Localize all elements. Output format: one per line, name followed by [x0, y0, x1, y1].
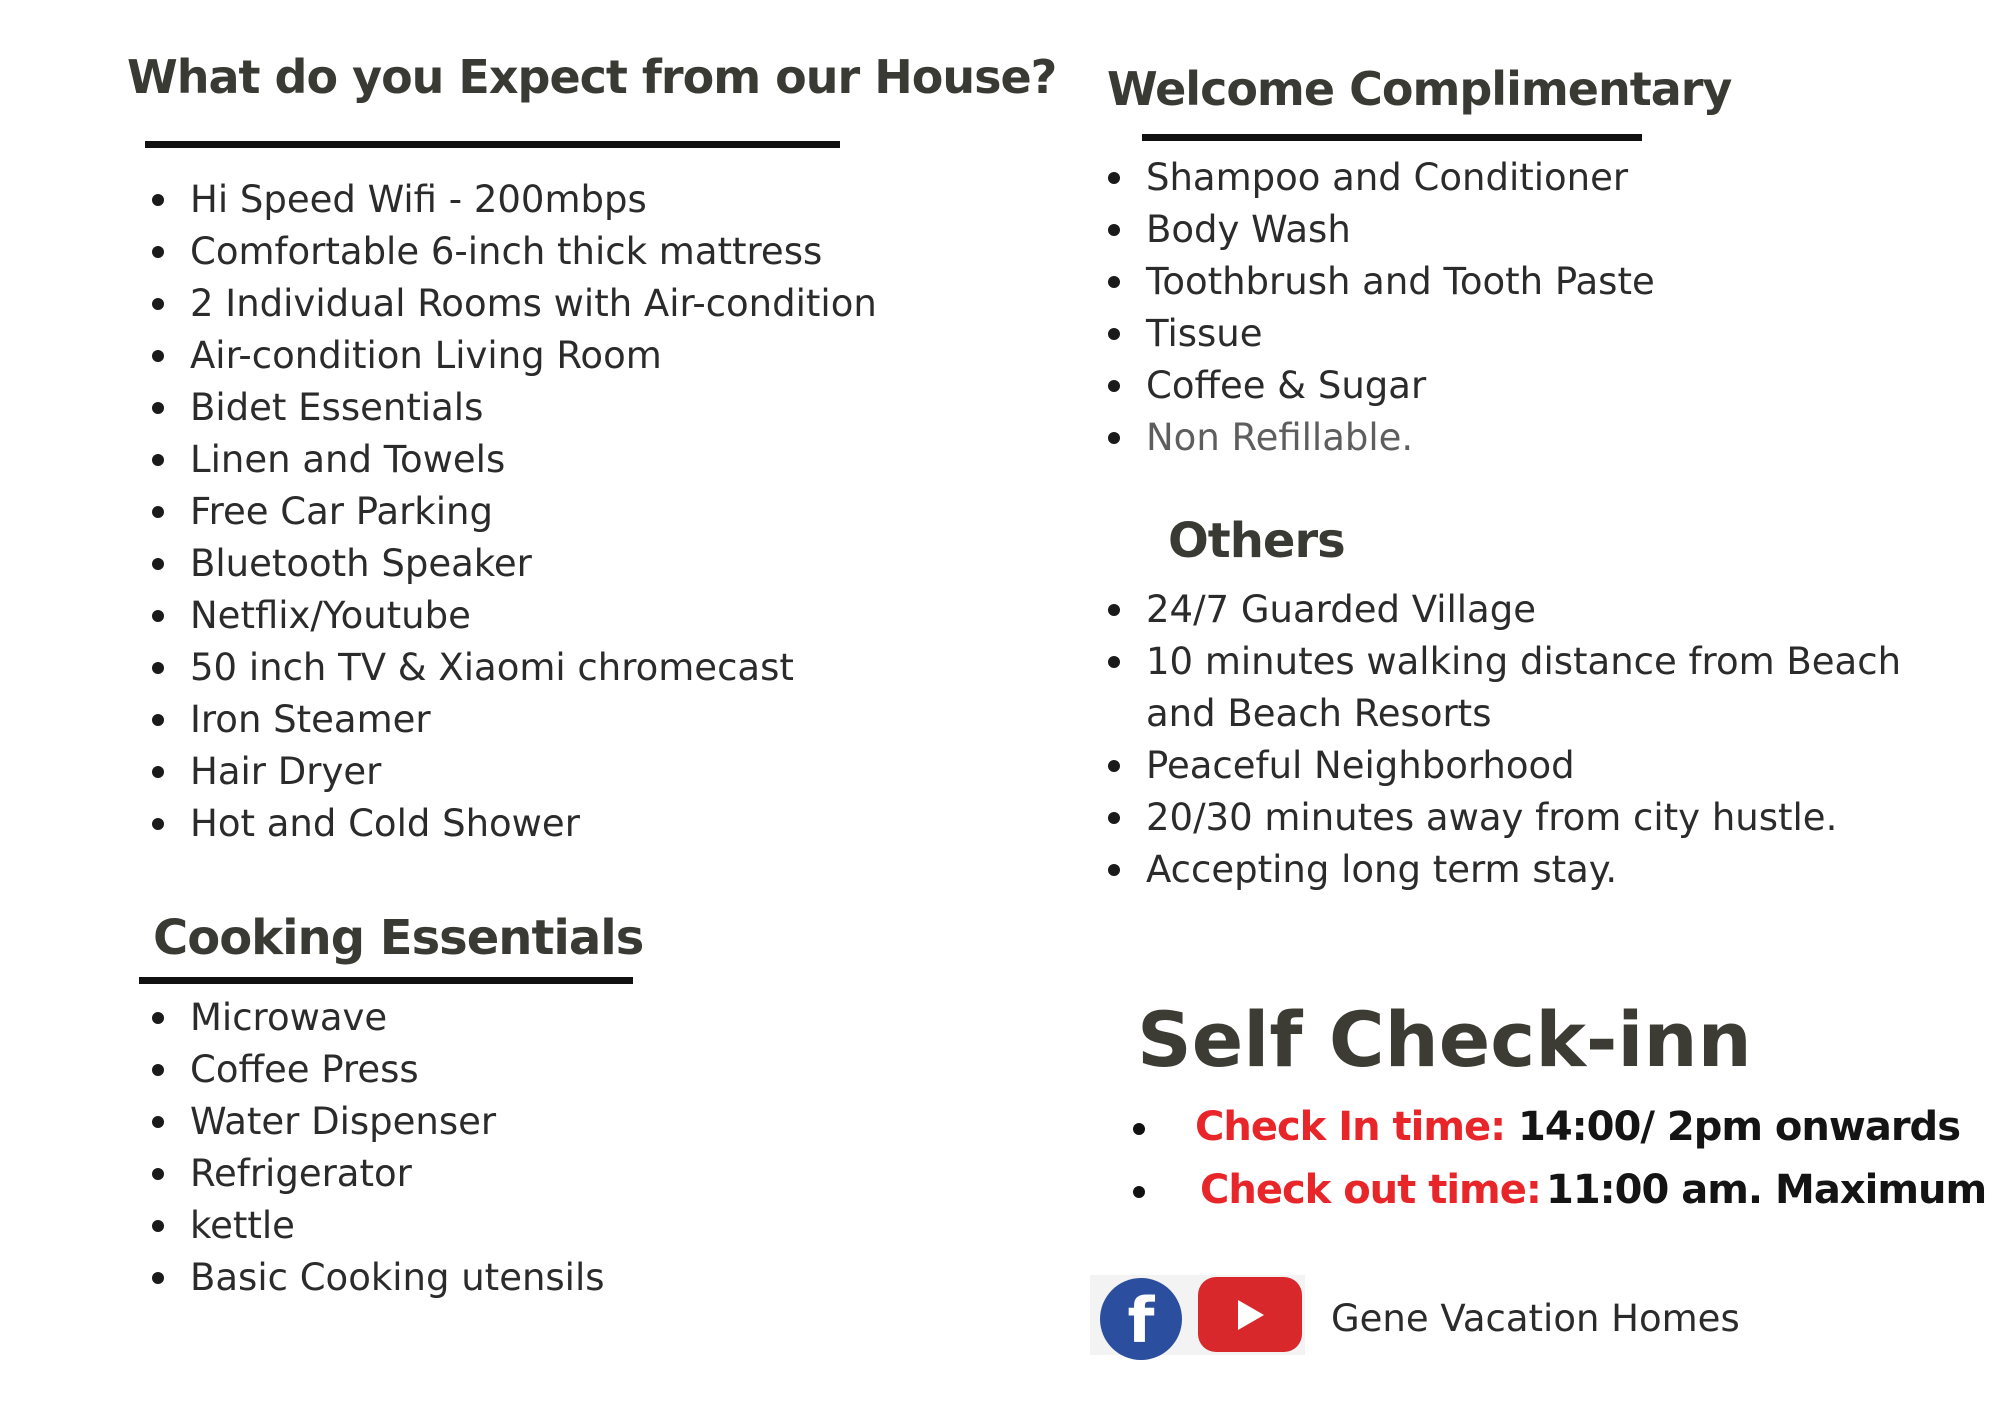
youtube-icon[interactable]: [1198, 1277, 1302, 1352]
list-item: Hi Speed Wifi - 200mbps: [152, 174, 877, 226]
cooking-heading: Cooking Essentials: [153, 910, 644, 966]
list-item: Microwave: [152, 992, 605, 1044]
welcome-list: [1108, 152, 1655, 464]
list-item: Free Car Parking: [152, 486, 877, 538]
list-item: Non Refillable.: [1108, 412, 1655, 464]
facebook-icon[interactable]: f: [1100, 1278, 1182, 1360]
expect-list: [152, 174, 877, 850]
list-item: Basic Cooking utensils: [152, 1252, 605, 1304]
brand-name: Gene Vacation Homes: [1331, 1297, 1740, 1340]
list-item: Iron Steamer: [152, 694, 877, 746]
others-heading: Others: [1168, 513, 1345, 569]
list-item: Hair Dryer: [152, 746, 877, 798]
bullet: [1133, 1186, 1145, 1198]
list-item: Bidet Essentials: [152, 382, 877, 434]
others-list: [1108, 584, 1968, 896]
list-item: Hot and Cold Shower: [152, 798, 877, 850]
cooking-list: [152, 992, 605, 1304]
list-item: Refrigerator: [152, 1148, 605, 1200]
list-item: 10 minutes walking distance from Beach and Beach Resorts: [1108, 636, 1968, 740]
checkin-title: Self Check-inn: [1137, 995, 1752, 1084]
list-item: Air-condition Living Room: [152, 330, 877, 382]
list-item: kettle: [152, 1200, 605, 1252]
list-item: Shampoo and Conditioner: [1108, 152, 1655, 204]
list-item: Netflix/Youtube: [152, 590, 877, 642]
list-item: Body Wash: [1108, 204, 1655, 256]
checkin-in-value: 14:00/ 2pm onwards: [1518, 1104, 1960, 1150]
list-item: Linen and Towels: [152, 434, 877, 486]
checkin-out-label: Check out time:: [1200, 1167, 1541, 1213]
welcome-heading: Welcome Complimentary: [1107, 62, 1732, 116]
bullet: [1133, 1123, 1145, 1135]
expect-underline: [145, 141, 840, 148]
list-item: 20/30 minutes away from city hustle.: [1108, 792, 1968, 844]
list-item: Coffee Press: [152, 1044, 605, 1096]
list-item: Accepting long term stay.: [1108, 844, 1968, 896]
expect-heading: What do you Expect from our House?: [127, 50, 1057, 104]
list-item: 24/7 Guarded Village: [1108, 584, 1968, 636]
checkin-in-label: Check In time:: [1195, 1104, 1506, 1150]
checkin-out-value: 11:00 am. Maximum: [1546, 1167, 1987, 1213]
list-item: Comfortable 6-inch thick mattress: [152, 226, 877, 278]
list-item: 2 Individual Rooms with Air-condition: [152, 278, 877, 330]
list-item: Bluetooth Speaker: [152, 538, 877, 590]
cooking-underline: [139, 977, 633, 984]
list-item: 50 inch TV & Xiaomi chromecast: [152, 642, 877, 694]
list-item: Coffee & Sugar: [1108, 360, 1655, 412]
list-item: Toothbrush and Tooth Paste: [1108, 256, 1655, 308]
welcome-underline: [1142, 134, 1642, 141]
play-icon: [1238, 1300, 1264, 1330]
list-item: Peaceful Neighborhood: [1108, 740, 1968, 792]
list-item: Water Dispenser: [152, 1096, 605, 1148]
list-item: Tissue: [1108, 308, 1655, 360]
